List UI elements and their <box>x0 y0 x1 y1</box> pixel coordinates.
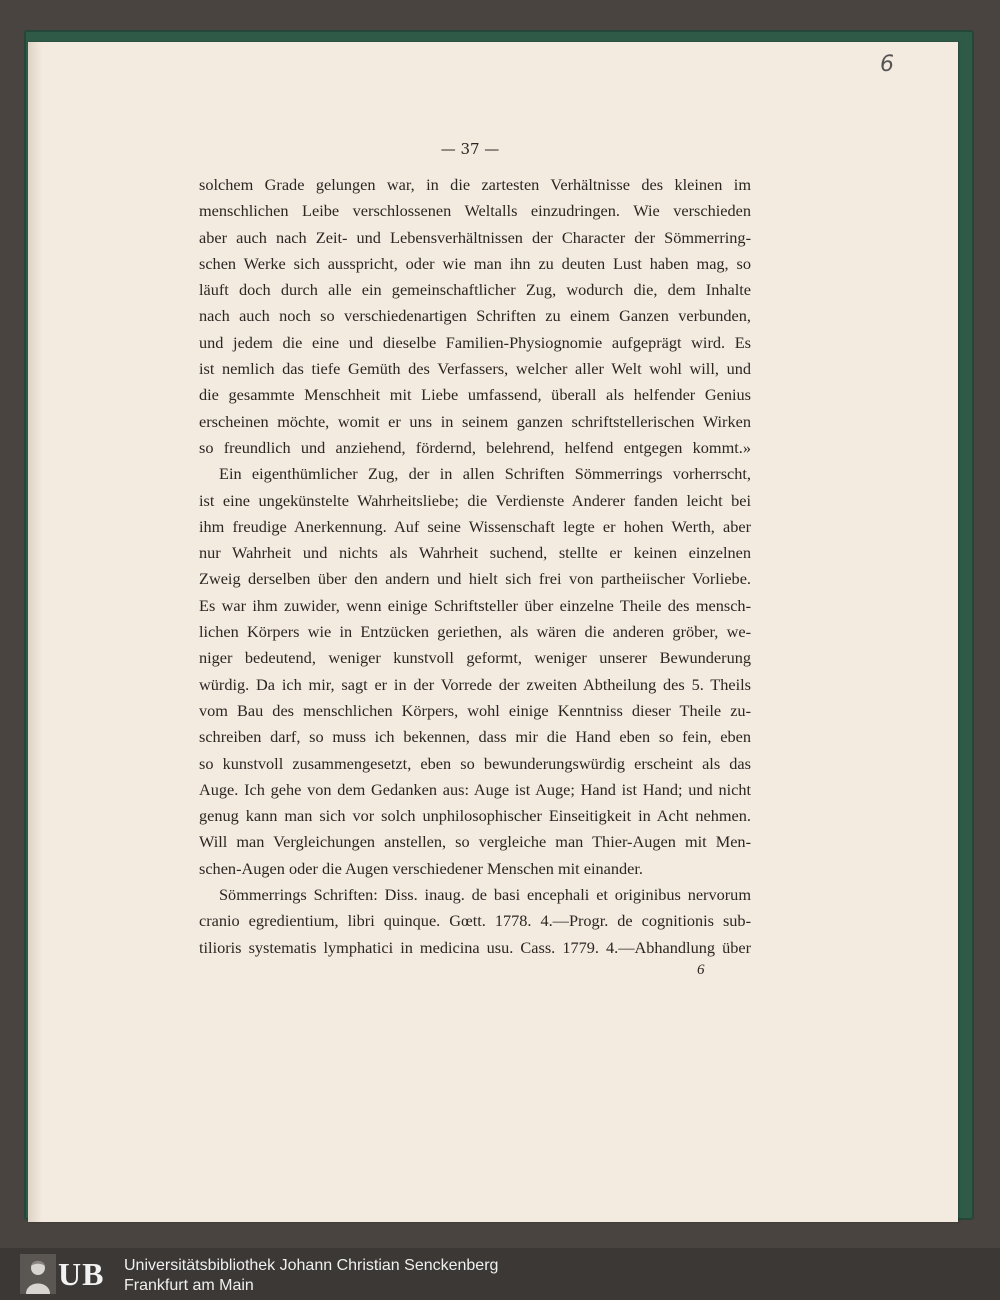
signature-mark: 6 <box>697 962 705 978</box>
text-line: läuft doch durch alle ein gemeinschaftlicher Zug, wodurch die, dem Inhalte <box>199 280 751 300</box>
text-line: menschlichen Leibe verschlossenen Weltalls einzudringen. Wie verschieden <box>199 201 751 221</box>
text-line: genug kann man sich vor solch unphilosophischer Einseitigkeit in Acht nehmen. <box>199 806 751 826</box>
text-line: niger bedeutend, weniger kunstvoll geformt, weniger unserer Bewunderung <box>199 648 751 668</box>
text-line: erscheinen möchte, womit er uns in seinem ganzen schriftstellerischen Wirken <box>199 411 751 431</box>
text-line: cranio egredientium, libri quinque. Gœtt. 1778. 4.—Progr. de cognitionis sub- <box>199 911 751 931</box>
text-line: solchem Grade gelungen war, in die zartesten Verhältnisse des kleinen im <box>199 175 751 194</box>
page-number-header: — 37 — <box>440 140 500 158</box>
text-line: die gesammte Menschheit mit Liebe umfassend, überall als helfender Genius <box>199 385 751 405</box>
text-line: lichen Körpers wie in Entzücken geriethen, als wären die anderen gröber, we- <box>199 622 751 642</box>
text-line: schen-Augen oder die Augen verschiedener Menschen mit einander. <box>199 858 643 878</box>
pencil-folio-annotation: 6 <box>880 52 894 77</box>
text-line: vom Bau des menschlichen Körpers, wohl einige Kenntniss dieser Theile zu- <box>199 700 751 720</box>
text-line: und jedem die eine und dieselbe Familien-Physiognomie aufgeprägt wird. Es <box>199 332 751 352</box>
text-line: Zweig derselben über den andern und hielt sich frei von partheiischer Vorliebe. <box>199 569 751 589</box>
library-name[interactable]: Universitätsbibliothek Johann Christian Senckenberg <box>124 1257 499 1274</box>
text-line: Es war ihm zuwider, wenn einige Schriftsteller über einzelne Theile des mensch- <box>199 595 751 615</box>
text-line: ihm freudige Anerkennung. Auf seine Wissenschaft legte er hohen Werth, aber <box>199 516 751 536</box>
library-logo-text: UB <box>58 1256 105 1292</box>
body-text <box>199 172 751 961</box>
text-line: Ein eigenthümlicher Zug, der in allen Schriften Sömmerrings vorherrscht, <box>219 464 751 484</box>
gutter-shadow <box>28 42 42 1222</box>
text-line: so freundlich und anziehend, fördernd, belehrend, helfend entgegen kommt.» <box>199 437 751 457</box>
text-line: Will man Vergleichungen anstellen, so vergleiche man Thier-Augen mit Men- <box>199 832 751 852</box>
text-line: Sömmerrings Schriften: Diss. inaug. de basi encephali et originibus nervorum <box>219 885 751 905</box>
text-line: schreiben darf, so muss ich bekennen, dass mir die Hand eben so fein, eben <box>199 727 751 747</box>
text-line: würdig. Da ich mir, sagt er in der Vorrede der zweiten Abtheilung des 5. Theils <box>199 674 751 694</box>
text-line: aber auch nach Zeit- und Lebensverhältnissen der Character der Sömmerring- <box>199 227 751 247</box>
text-line: ist nemlich das tiefe Gemüth des Verfassers, welcher aller Welt wohl will, und <box>199 359 751 379</box>
text-line: Auge. Ich gehe von dem Gedanken aus: Auge ist Auge; Hand ist Hand; und nicht <box>199 779 751 799</box>
text-line: ist eine ungekünstelte Wahrheitsliebe; die Verdienste Anderer fanden leicht bei <box>199 490 751 510</box>
text-line: nur Wahrheit und nichts als Wahrheit suchend, stellte er keinen einzelnen <box>199 543 751 563</box>
library-city: Frankfurt am Main <box>124 1277 254 1294</box>
text-line: schen Werke sich ausspricht, oder wie man ihn zu deuten Lust haben mag, so <box>199 253 751 273</box>
text-line: tilioris systematis lymphatici in medicina usu. Cass. 1779. 4.—Abhandlung über <box>199 937 751 957</box>
text-line: so kunstvoll zusammengesetzt, eben so bewunderungswürdig erscheint als das <box>199 753 751 773</box>
text-line: nach auch noch so verschiedenartigen Schriften zu einem Ganzen verbunden, <box>199 306 751 326</box>
